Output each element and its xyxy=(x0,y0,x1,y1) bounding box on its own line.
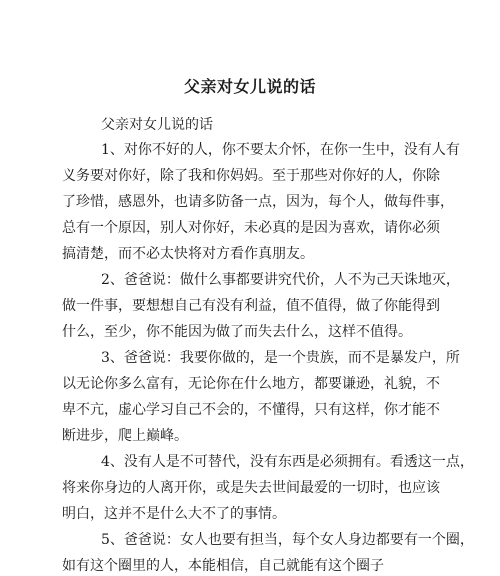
paragraph-3-line-1: 3、爸爸说：我要你做的，是一个贵族，而不是暴发户，所 xyxy=(101,350,460,366)
paragraph-1-line-5: 搞清楚，而不必太快将对方看作真朋友。 xyxy=(62,246,314,262)
document-title: 父亲对女儿说的话 xyxy=(183,77,316,96)
paragraph-2-line-2: 做一件事，要想想自己有没有利益，值不值得，做了你能得到 xyxy=(62,298,440,314)
paragraph-4-line-1: 4、没有人是不可替代，没有东西是必须拥有。看透这一点， xyxy=(101,454,474,470)
paragraph-1-line-4: 总有一个原因，别人对你好，未必真的是因为喜欢，请你必须 xyxy=(62,220,440,236)
paragraph-3-line-3: 卑不亢，虚心学习自己不会的，不懂得，只有这样，你才能不 xyxy=(62,402,440,418)
paragraph-1-line-1: 1、对你不好的人，你不要太介怀，在你一生中，没有人有 xyxy=(101,142,460,158)
paragraph-3-line-2: 以无论你多么富有，无论你在什么地方，都要谦逊，礼貌，不 xyxy=(62,376,440,392)
paragraph-2-line-3: 什么，至少，你不能因为做了而失去什么，这样不值得。 xyxy=(62,324,412,340)
paragraph-1-line-2: 义务要对你好，除了我和你妈妈。至于那些对你好的人，你除 xyxy=(62,168,440,184)
paragraph-4-line-2: 将来你身边的人离开你，或是失去世间最爱的一切时，也应该 xyxy=(62,480,440,496)
paragraph-4-line-3: 明白，这并不是什么大不了的事情。 xyxy=(62,506,286,522)
paragraph-5-line-1: 5、爸爸说：女人也要有担当，每个女人身边都要有一个圈， xyxy=(101,532,474,548)
paragraph-5-line-2-partial: 如有这个圈里的人，本能相信，自己就能有这个圈子 xyxy=(62,558,384,574)
subtitle-line: 父亲对女儿说的话 xyxy=(101,117,213,133)
paragraph-1-line-3: 了珍惜，感恩外，也请多防备一点，因为，每个人，做每件事， xyxy=(62,194,454,210)
paragraph-3-line-4: 断进步，爬上巅峰。 xyxy=(62,428,188,444)
paragraph-2-line-1: 2、爸爸说：做什么事都要讲究代价，人不为己天诛地灭， xyxy=(101,272,460,288)
